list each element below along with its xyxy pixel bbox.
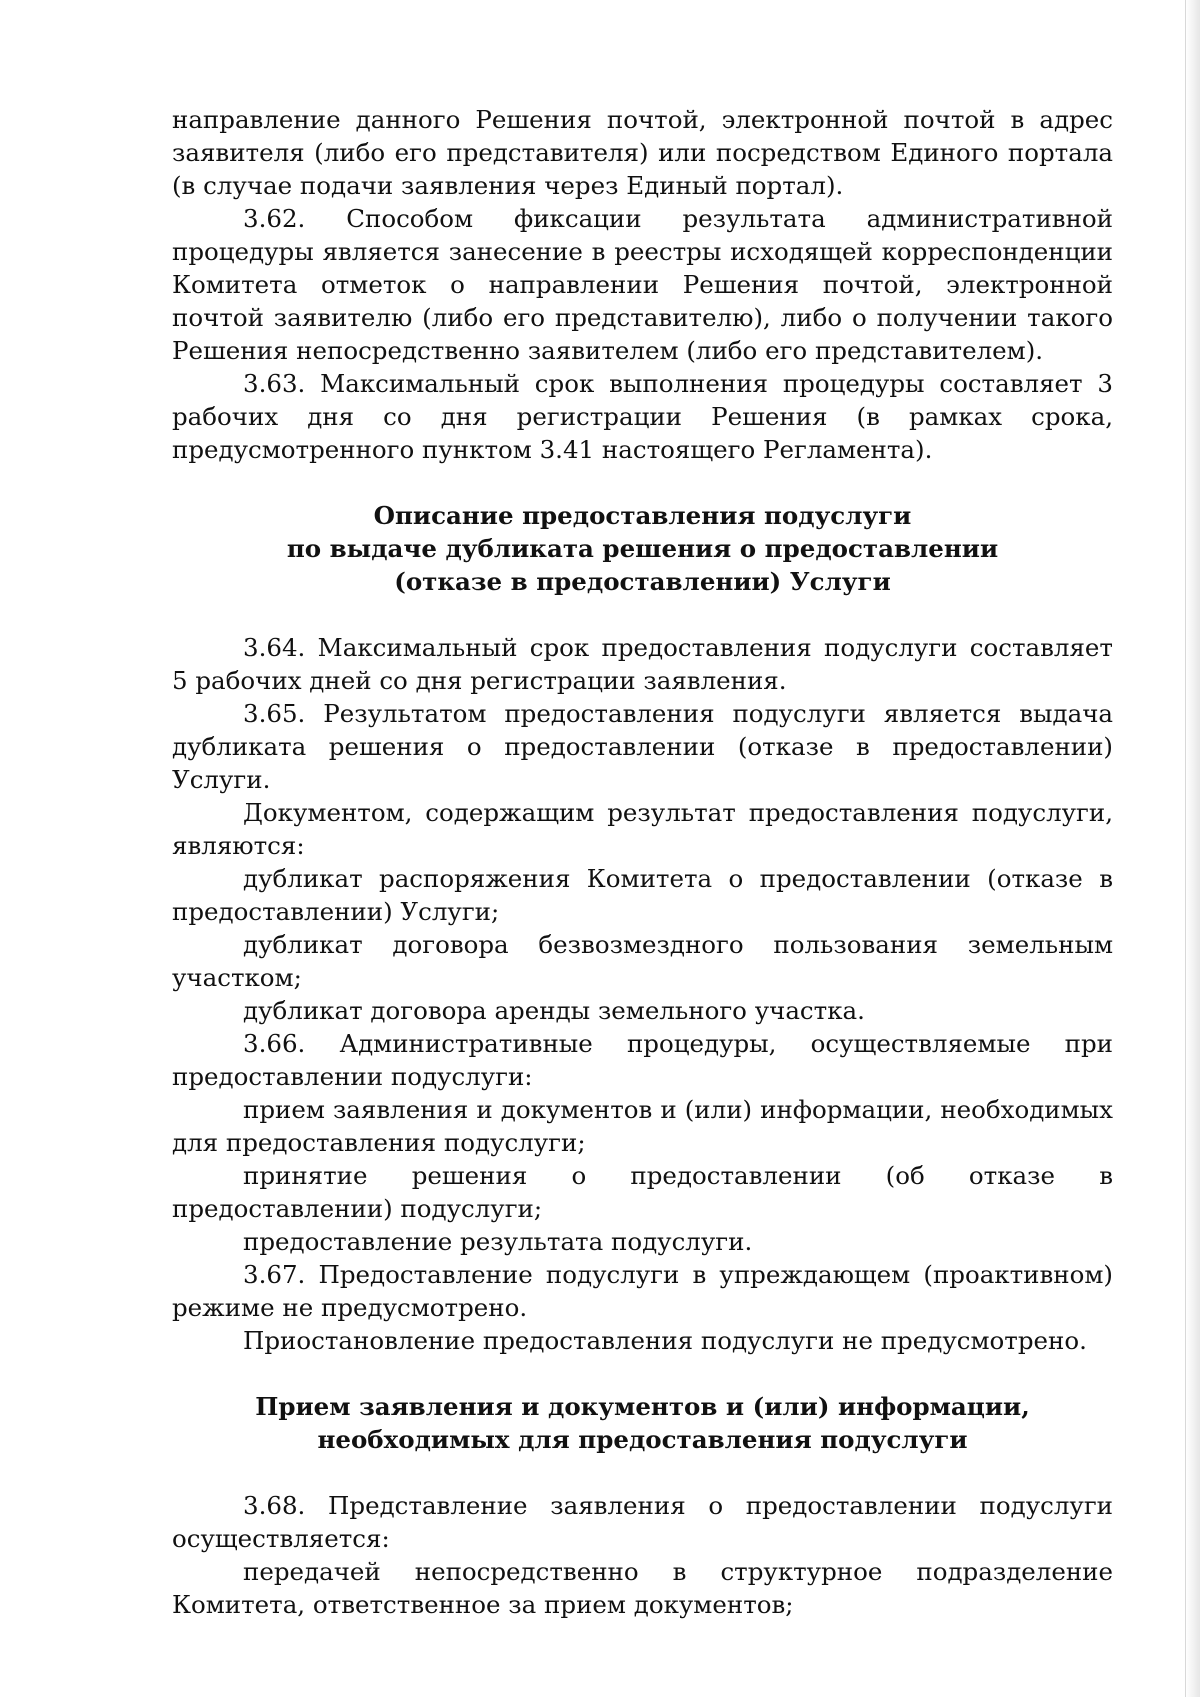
paragraph-result-document: Документом, содержащим результат предоставления подуслуги, являются: bbox=[172, 798, 1113, 860]
paragraph-3-64: 3.64. Максимальный срок предоставления подуслуги составляет 5 рабочих дней со дня регистрации заявления. bbox=[172, 633, 1113, 695]
paragraph-suspension: Приостановление предоставления подуслуги не предусмотрено. bbox=[243, 1326, 1087, 1355]
heading-line: необходимых для предоставления подуслуги bbox=[317, 1425, 968, 1454]
list-item: дубликат договора аренды земельного участка. bbox=[243, 996, 865, 1025]
heading-line: (отказе в предоставлении) Услуги bbox=[394, 567, 891, 596]
spacer bbox=[172, 1456, 1113, 1489]
section-heading-application bbox=[172, 1390, 1113, 1456]
paragraph-3-67: 3.67. Предоставление подуслуги в упреждающем (проактивном) режиме не предусмотрено. bbox=[172, 1260, 1113, 1322]
paragraph-3-62: 3.62. Способом фиксации результата административной процедуры является занесение в реестры исходящей корреспонденции Комитета отметок о направлении Решения почтой, электронной почтой заявителю (либо его представителю), либо о получении такого Решения непосредственно заявителем (либо его представителем). bbox=[172, 204, 1113, 365]
list-item: дубликат договора безвозмездного пользования земельным участком; bbox=[172, 930, 1113, 992]
list-item: прием заявления и документов и (или) информации, необходимых для предоставления подуслуги; bbox=[172, 1095, 1113, 1157]
spacer bbox=[172, 598, 1113, 631]
spacer bbox=[172, 1357, 1113, 1390]
list-item: дубликат распоряжения Комитета о предоставлении (отказе в предоставлении) Услуги; bbox=[172, 864, 1113, 926]
list-item: передачей непосредственно в структурное подразделение Комитета, ответственное за прием документов; bbox=[172, 1557, 1113, 1619]
section-heading-duplicate bbox=[172, 499, 1113, 598]
paragraph-3-65: 3.65. Результатом предоставления подуслуги является выдача дубликата решения о предоставлении (отказе в предоставлении) Услуги. bbox=[172, 699, 1113, 794]
paragraph-3-63: 3.63. Максимальный срок выполнения процедуры составляет 3 рабочих дня со дня регистрации Решения (в рамках срока, предусмотренного пунктом 3.41 настоящего Регламента). bbox=[172, 369, 1113, 464]
list-item: принятие решения о предоставлении (об отказе в предоставлении) подуслуги; bbox=[172, 1161, 1113, 1223]
paragraph-continuation: направление данного Решения почтой, электронной почтой в адрес заявителя (либо его представителя) или посредством Единого портала (в случае подачи заявления через Единый портал). bbox=[172, 105, 1113, 200]
spacer bbox=[172, 466, 1113, 499]
document-body bbox=[172, 103, 1113, 1621]
paragraph-3-66: 3.66. Административные процедуры, осуществляемые при предоставлении подуслуги: bbox=[172, 1029, 1113, 1091]
paragraph-3-68: 3.68. Представление заявления о предоставлении подуслуги осуществляется: bbox=[172, 1491, 1113, 1553]
heading-line: Описание предоставления подуслуги bbox=[373, 501, 912, 530]
heading-line: Прием заявления и документов и (или) информации, bbox=[255, 1392, 1030, 1421]
heading-line: по выдаче дубликата решения о предоставлении bbox=[286, 534, 999, 563]
page-edge-shadow bbox=[1185, 0, 1200, 1697]
list-item: предоставление результата подуслуги. bbox=[243, 1227, 753, 1256]
